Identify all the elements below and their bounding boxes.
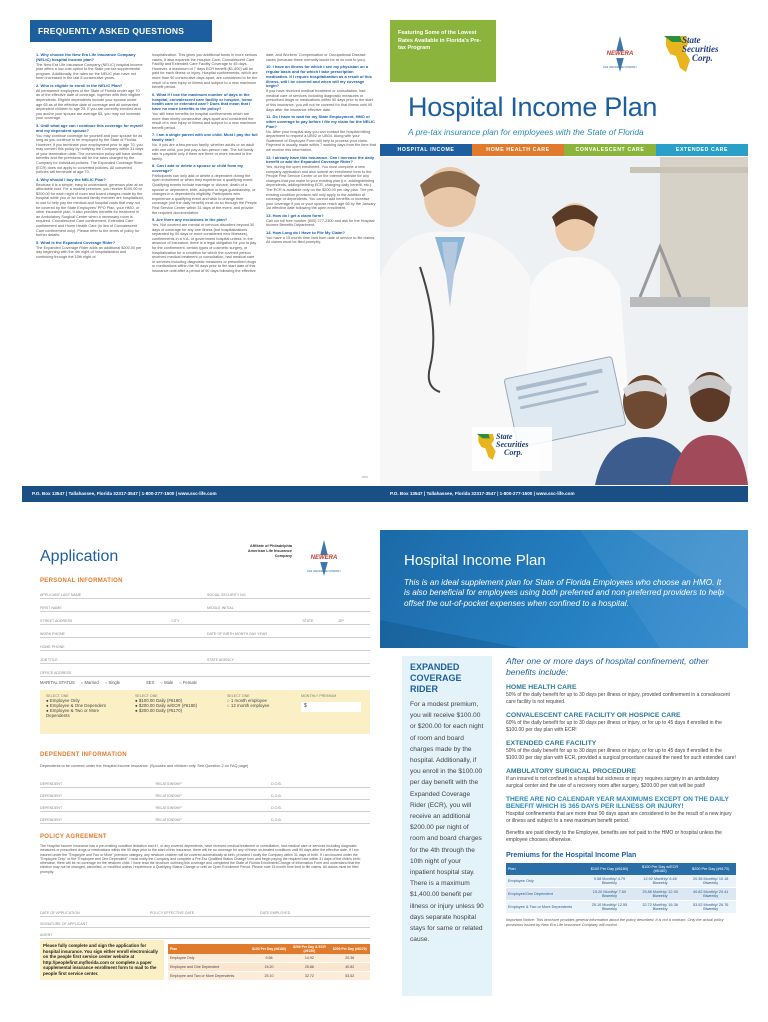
personal-info-row: [40, 638, 370, 651]
personal-info-field-label: OFFICE ADDRESS: [40, 671, 72, 675]
mini-table-cell: 25.10: [249, 972, 289, 981]
state-logo-line-3: Corp.: [692, 53, 713, 63]
faq-question: 13. How do I get a claim form?: [266, 213, 324, 219]
sex-option-male-label: Male: [164, 680, 174, 685]
benefits-header: [380, 530, 748, 648]
important-notice: Important Notice: This brochure provides general information about the policy described. It is not a contract. Only the actual policy provisions issued by New Era Life Insurance Company will control.: [506, 918, 724, 927]
premiums-cell: 32.72 Monthly/ 16.36 Biweekly: [635, 901, 686, 914]
personal-info-row: [40, 586, 370, 599]
personal-info-field-label: SOCIAL SECURITY NO.: [207, 593, 247, 597]
signature-row: [40, 917, 370, 928]
mini-table-header-row: [168, 944, 370, 954]
personal-info-field-label: CITY: [171, 619, 180, 623]
benefit-text: 50% of the daily benefit for up to 30 days per illness or injury, provided confinement in a convalescent care facility is not required.: [506, 692, 730, 705]
dependent-field[interactable]: [271, 806, 370, 810]
faq-question: 1. Why choose the New Era Life Insurance Company (NELIC) hospital income plan?: [36, 52, 136, 62]
personal-info-field-label: STATE AGENCY: [207, 658, 235, 662]
premiums-cell: 9.58 Monthly/ 4.79 Biweekly: [584, 875, 635, 888]
signature-field[interactable]: [260, 911, 370, 915]
faq-column-1: [36, 53, 144, 262]
state-logo-line-1: State: [682, 35, 701, 45]
application-newera-text: NEWERA: [310, 555, 338, 561]
premiums-cell: 25.86 Monthly/ 12.93 Biweekly: [635, 888, 686, 901]
photo-logo: [472, 427, 552, 471]
benefits-title: Hospital Income Plan: [404, 552, 546, 569]
signature-field-label: DATE EMPLOYED: [260, 911, 291, 915]
faq-question: 7. I am a single parent with one child. Must I pay the full family rate?: [152, 132, 258, 143]
dependent-field[interactable]: [40, 818, 156, 822]
monthly-premium-field[interactable]: [301, 702, 361, 712]
faq-question: 5. What is the Expanded Coverage Rider?: [36, 239, 116, 245]
ecr-sidebar: [402, 656, 492, 996]
signature-field-label: DATE OF APPLICATION: [40, 911, 80, 915]
coverage-select-title: SELECT ONE: [46, 694, 69, 698]
mini-table-cell: 14.92: [289, 954, 329, 963]
dependent-row: [40, 800, 370, 812]
affiliate-text: Affiliate of Philadelphia American Life Insurance Company: [247, 544, 292, 558]
dependent-field-label: D.O.B.: [271, 782, 282, 786]
benefits-items: [506, 684, 736, 844]
faq-question: 6. What if I use the maximum number of days in the hospital, convalescent care facility or hospice, home health care or extended care? Does that mean that I have no more benefits in the policy?: [152, 91, 253, 112]
cover-panel: [380, 20, 748, 502]
personal-info-field-label: FIRST NAME: [40, 606, 62, 610]
benefit-option-1-label: $100.00 Daily (#6180): [138, 698, 183, 703]
benefit-select: [135, 694, 213, 730]
benefit-text: Benefits are paid directly to the Employee, benefits are not paid to the HMO or hospital unless the employee chooses otherwise.: [506, 830, 722, 843]
benefits-lead: After one or more days of hospital confinement, other benefits include:: [506, 656, 709, 677]
personal-info-field[interactable]: [40, 658, 203, 662]
benefit-text: If an insured is not confined in a hospital but sickness or injury requires surgery in an ambulatory surgical center and the use of a recovery room after surgery, $200.00 per visit will be paid!: [506, 776, 720, 789]
green-feature-box: Featuring Some of the Lowest Rates Available in Florida's Pre-tax Program: [390, 20, 496, 82]
premiums-title: Premiums for the Hospital Income Plan: [506, 852, 637, 859]
premiums-cell: 20.36 Monthly/ 10.18 Biweekly: [685, 875, 736, 888]
faq-answer: You still have benefits for hospital confinements which are more than ninety consecutive days apart and considered the result of a new injury or illness and subject to a new maximum benefit period.: [152, 111, 257, 130]
premiums-header: $100 Per Day w/ECR (#6180): [635, 863, 686, 875]
newera-logo: [590, 34, 650, 74]
dependent-field[interactable]: [156, 818, 272, 822]
application-mini-table: [168, 944, 370, 981]
mini-table-row: [168, 954, 370, 963]
signature-rows: [40, 906, 370, 939]
cover-tab: CONVALESCENT CARE: [564, 144, 656, 156]
personal-info-field-label: ZIP: [338, 619, 344, 623]
faq-answer: Because it is a simple, easy to understand, generous plan at an affordable cost. For a modest premium, you receive $100.00 or $200.00 for each night of room and board charges made by the hospital while you or an insured family member are hospitalized, to use to help pay the medical and hospital costs that may not be covered by the State Employees' PPO Plan, your HMO, or other insurance plan. It also provides benefits for treatment in an Ambulatory Surgical Center when a necessary room is required. Convalescent Care confinement, Extended Care confinement and Home Health Care (in lieu of Convalescent Care confinement only). Please refer to the terms of policy for further details.: [36, 182, 144, 238]
mini-table-cell: Employee and One Dependent: [168, 963, 249, 972]
faq-header: FREQUENTLY ASKED QUESTIONS: [30, 20, 212, 42]
mini-table-cell: 40.82: [330, 963, 370, 972]
employee-type-option-2[interactable]: ○ 12 month employee: [227, 703, 270, 708]
coverage-option-2[interactable]: ● Employee & One Dependent: [46, 703, 106, 708]
faq-footer: P.O. Box 13547 | Tallahassee, Florida 32317-3547 | 1-800-277-1500 | www.ssc-life.com: [22, 486, 380, 502]
personal-info-field[interactable]: [302, 619, 334, 623]
personal-info-row: [40, 664, 370, 677]
benefit-option-1[interactable]: ● $100.00 Daily (#6180): [135, 698, 183, 703]
monthly-premium-label: MONTHLY PREMIUM: [301, 694, 337, 698]
photo-logo-line-3: Corp.: [504, 448, 523, 457]
personal-info-field[interactable]: [207, 632, 370, 636]
marital-status-label: MARITAL STATUS: [40, 680, 75, 685]
employee-type-option-2-label: 12 month employee: [230, 703, 270, 708]
policy-agreement-header: POLICY AGREEMENT: [40, 834, 107, 840]
dependent-field-label: RELATIONSHIP: [155, 782, 182, 786]
mini-table-header: $100 Per Day (#6180): [249, 944, 289, 954]
premiums-cell: Employee Only: [506, 875, 584, 888]
premiums-row: [506, 888, 736, 901]
marital-option-married[interactable]: ○ Married: [80, 680, 99, 685]
faq-answer: Participants can only add or delete a dependent during the open enrollment or when they experience a qualifying event. Qualifying events include marriage or divorce, death of a spouse or dependent, birth, adoption or legal guardianship, or changes in a dependent's eligibility. Participants who experience a qualifying event and wish to change their coverage (not the daily benefit) must do so through the People First Service Center within 31 days of the event, and provide the required documentation.: [152, 173, 257, 215]
dependent-field[interactable]: [40, 794, 156, 798]
coverage-select: [46, 694, 121, 730]
personal-info-field-label: STREET ADDRESS: [40, 619, 73, 623]
personal-info-field-label: MIDDLE INITIAL: [207, 606, 234, 610]
benefit-text: 60% of the daily benefit for up to 30 days per illness or injury, or for up to 45 days if enrolled in the $100.00 per day plan with ECR!: [506, 720, 722, 733]
dependent-info-header: DEPENDENT INFORMATION: [40, 752, 127, 758]
benefit-heading: CONVALESCENT CARE FACILITY OR HOSPICE CARE: [506, 712, 681, 719]
policy-agreement-text: The Hospital Income Insurance has a pre-existing condition limitation and if I, or any covered dependents, have received medical treatment or consultation, had medical care or services including diagnostic measures or prescribed drugs or medications within the 90 days prior to the start of this insurance, there will be no coverage for any of these un-treated conditions until 90 days after the effective date. If I am insured under the "Employee and Two or More" premium category, any newborn children will be covered automatically at birth, provided I notify the Company within 31 days of birth. If I am insured under the "Employee Only" or the "Employee and One Dependent" I must notify the Company and complete a Pre-Tax Qualified Status Change form and begin paying the required rate within 31 days of the child's birth; otherwise, there will be no coverage for the newborn child. I have read the brochure outlining this coverage and completed the State of Florida Enrollment/Change of Information Form and understand that the election may not be changed, cancelled, or modified unless I experience a Qualifying Status Change or until an Open Enrollment Period. Please note 15 month time limit to file claims. All claims must be filed promptly.: [40, 844, 361, 874]
cover-tab: HOME HEALTH CARE: [472, 144, 564, 156]
personal-info-header: PERSONAL INFORMATION: [40, 578, 123, 584]
dependent-field[interactable]: [271, 782, 370, 786]
ecr-text: For a modest premium, you will receive $100.00 or $200.00 for each night of room and board charges made by the hospital. Additionally, if you enroll in the $100.00 per day benefit with the Expanded Coverage Rider (ECR), you will receive an additional $200.00 per night of room and board charges for the 4th through the 10th night of your inpatient hospital stay. There is a maximum $1,400.00 benefit per illness or injury unless 90 days separate hospital stays for same or related cause.: [410, 701, 484, 944]
mini-table-cell: 32.72: [289, 972, 329, 981]
personal-info-field[interactable]: [207, 606, 370, 610]
signature-field[interactable]: [150, 911, 260, 915]
premiums-table: [506, 863, 736, 914]
cover-subtitle: A pre-tax insurance plan for employees with the State of Florida: [408, 127, 644, 137]
benefit-heading: HOME HEALTH CARE: [506, 684, 577, 691]
mini-table-row: [168, 972, 370, 981]
benefits-body: [506, 656, 736, 927]
dependent-field-label: RELATIONSHIP: [155, 794, 182, 798]
dependent-field-label: D.O.B.: [271, 806, 282, 810]
faq-answer: The New Era Life Insurance Company (NELIC) hospital income plan offers a low cost option to the State pre-tax supplemental program. Additionally, the rates for the NELIC plan have not been increased in the last 8 consecutive years.: [36, 62, 143, 81]
mini-table-cell: 20.36: [330, 954, 370, 963]
faq-question: 8. Can I add or delete a spouse or child from my coverage?: [152, 163, 244, 174]
signature-field-label: AGENT: [40, 933, 53, 937]
personal-info-row: [40, 625, 370, 638]
premiums-cell: 40.82 Monthly/ 20.41 Biweekly: [685, 888, 736, 901]
signature-field[interactable]: [40, 911, 150, 915]
sex-option-female-label: Female: [182, 680, 197, 685]
dependent-field-label: DEPENDENT: [40, 806, 63, 810]
cover-tabs: [380, 144, 748, 156]
coverage-option-2-label: Employee & One Dependent: [49, 703, 106, 708]
employee-type-option-1[interactable]: ○ 1 month employee: [227, 698, 267, 703]
mini-table-cell: Employee Only: [168, 954, 249, 963]
faq-answer: Yes, during the open enrollment. You must complete a new company application and also submit an enrollment form to the People First Service Center or on the Internet website for any changes that you make to your existing plan (i.e. adding/deleting dependents, adding/deleting ECR, changing daily benefit, etc.). The ECR is available only on the $200.00 per day plan. The pre-existing condition provision will only apply to the addition of coverage or dependents. You cannot add benefits or increase your coverage if you or your spouse reach age 66 by the January 1st effective date following the open enrollment.: [266, 165, 376, 211]
dependent-field-label: D.O.B.: [271, 794, 282, 798]
personal-info-field-label: HOME PHONE: [40, 645, 65, 649]
coverage-option-3[interactable]: ● Employee & Two or More Dependents: [46, 708, 100, 718]
mini-table-header: $200 Per Day (#6170): [330, 944, 370, 954]
faq-column-2: [152, 53, 258, 277]
application-panel: [22, 530, 380, 1005]
faq-answer: Call our toll free number (800) 277-2300 and ask for the Hospital Income Benefits Department.: [266, 218, 375, 228]
dependent-row: [40, 812, 370, 824]
dependent-field-label: D.O.B.: [271, 818, 282, 822]
personal-info-field[interactable]: [40, 671, 203, 675]
state-logo-line-2: Securities: [682, 44, 719, 54]
personal-info-field[interactable]: [40, 619, 167, 623]
newera-logo-text: NEWERA: [606, 51, 634, 57]
premiums-cell: 53.52 Monthly/ 26.76 Biweekly: [685, 901, 736, 914]
premiums-cell: 25.10 Monthly/ 12.55 Biweekly: [584, 901, 635, 914]
cover-tab: HOSPITAL INCOME: [380, 144, 472, 156]
mini-table-header: $200 Per Day & ECR (#6180): [289, 944, 329, 954]
faq-answer: hospitalization. This gives you additional funds in more serious cases. It also expands the Hospice Care, Convalescent Care Facility and Extended Care Facility Coverage to 45 days. However, a maximum of 7 days ECR benefit ($1,400) will be paid for each illness or injury. Hospital confinements, which are more than 90 consecutive days apart, are considered to be the result of a new injury or illness and subject to a new maximum benefit period.: [152, 53, 258, 90]
faq-question: 9. Are there any exclusions in the plan?: [152, 217, 228, 223]
dependent-field-label: RELATIONSHIP: [155, 806, 182, 810]
benefit-option-3-label: $200.00 Daily (#6170): [138, 708, 183, 713]
faq-answer: date, and Workers' Compensation or Occupational Disease cases (because these normally would be at no cost to you).: [266, 53, 366, 62]
cover-photo: [380, 157, 748, 485]
employee-type-select: [227, 694, 287, 730]
faq-answer: The Expanded Coverage Rider adds an additional $200.00 per day beginning with the 4th night of hospitalization and continuing through the 10th night of: [36, 245, 142, 259]
faq-answer: Yes. Not covered are mental or nervous disorders beyond 30 days of coverage for any one illness (but hospitalizations separated by 90 days or more considered new illnesses), confinements in a V.A. or government hospital unless, in the absence of insurance, there is a legal obligation for you to pay for the confinement, certain types of cosmetic surgery, or hospitalization for a condition for which the covered person received medical treatment or consultation, had medical care or services including diagnostic measures or prescribed drugs or medications within the 90 days prior to the start date of this insurance until after a period of 90 days following the effective: [152, 223, 257, 273]
faq-answer: No. If you are a two-person family, whether adults or an adult with one child, you just pay a two-person rate. The full family rate is payable only if there are three or more insured in the family.: [152, 142, 255, 161]
mini-table-cell: Employee and Two or More Dependents: [168, 972, 249, 981]
premiums-cell: 15.20 Monthly/ 7.60 Biweekly: [584, 888, 635, 901]
signature-field[interactable]: [40, 922, 205, 926]
coverage-option-1-label: Employee Only: [49, 698, 80, 703]
faq-answer: You may continue coverage for yourself and your spouse for as long as you continue to be employed by the State of Florida. However, if you terminate your employment prior to age 70, you may convert this policy by notifying the Company within 31 days of your termination date. The conversion policy will have similar benefits and the premiums will be the rates charged by the Company for individual policies. The Expanded Coverage Rider (ECR) does not apply to converted policies. All converted policies will terminate at age 70.: [36, 133, 144, 175]
employee-type-title: SELECT ONE: [227, 694, 250, 698]
dependent-field[interactable]: [271, 818, 370, 822]
dependent-field[interactable]: [271, 794, 370, 798]
mini-table-cell: 53.52: [330, 972, 370, 981]
personal-info-field[interactable]: [40, 606, 203, 610]
benefit-heading: AMBULATORY SURGICAL PROCEDURE: [506, 768, 636, 775]
mini-table-row: [168, 963, 370, 972]
signature-field[interactable]: [40, 933, 205, 937]
state-securities-logo: [660, 32, 740, 80]
plan-select-box: [40, 690, 370, 734]
premiums-row: [506, 875, 736, 888]
application-note: Please fully complete and sign the application for hospital insurance. You sign either enroll electronically on the people first service center website at http://peoplefirst.myflorida.com or complete a paper supplemental insurance enrollment form to mail to the people first service center.: [40, 940, 164, 980]
premiums-cell: Employee & Two or More Dependents: [506, 901, 584, 914]
marital-sex-row: [40, 680, 370, 685]
photo-logo-line-2: Securities: [496, 440, 529, 449]
benefit-heading: EXTENDED CARE FACILITY: [506, 740, 597, 747]
premiums-cell: 12.92 Monthly/ 6.46 Biweekly: [635, 875, 686, 888]
dependent-field[interactable]: [156, 782, 272, 786]
premiums-header: $200 Per Day (#6170): [685, 863, 736, 875]
signature-field-label: SIGNATURE OF APPLICANT: [40, 922, 88, 926]
faq-question: 3. Until what age can I continue this coverage for myself and my dependent spouse?: [36, 122, 143, 133]
personal-info-field[interactable]: [207, 593, 370, 597]
mini-table-cell: 25.86: [289, 963, 329, 972]
benefit-select-title: SELECT ONE: [135, 694, 158, 698]
premiums-cell: Employee/One Dependent: [506, 888, 584, 901]
photo-logo-line-1: State: [496, 432, 513, 441]
personal-info-field[interactable]: [40, 645, 203, 649]
dependent-field[interactable]: [156, 806, 272, 810]
dependent-rows: [40, 776, 370, 824]
faq-answer: No. After your hospital stay you can contact the hospital billing department to request a UB92 or UB04. Along with your Statement of Employee Form will help to process your claim. Payment is usually made within 7 working days from the time that we receive this information.: [266, 129, 376, 152]
dependent-field-label: RELATIONSHIP: [155, 818, 182, 822]
application-newera-sub: LIFE INSURANCE COMPANY: [307, 570, 341, 573]
personal-info-field[interactable]: [40, 632, 203, 636]
sex-option-female[interactable]: ○ Female: [179, 680, 197, 685]
marital-option-single-label: Single: [108, 680, 120, 685]
cover-title: Hospital Income Plan: [408, 92, 658, 122]
personal-info-row: [40, 651, 370, 664]
signature-field-label: POLICY EFFECTIVE DATE: [150, 911, 195, 915]
faq-column-3: [266, 53, 376, 248]
benefit-text: Hospital confinements that are more than 90 days apart are considered to be the result of a new injury or illness and subject to a new maximum benefit period.: [506, 811, 732, 824]
dependent-field-label: DEPENDENT: [40, 782, 63, 786]
cover-footer: P.O. Box 13547 | Tallahassee, Florida 32317-3547 | 1-800-277-1500 | www.ssc-life.com: [380, 486, 748, 502]
marital-option-married-label: Married: [84, 680, 99, 685]
dependent-row: [40, 776, 370, 788]
benefits-intro: This is an ideal supplement plan for State of Florida Employees who choose an HMO. It is also beneficial for employees using both preferred and non-preferred providers to help offset the out-of-pocket expenses when confined to a hospital.: [404, 578, 724, 608]
personal-info-field-label: STATE: [302, 619, 314, 623]
personal-info-field-label: APPLICANT LAST NAME: [40, 593, 82, 597]
ecr-title-line-1: EXPANDED: [410, 662, 460, 672]
faq-question: 11. Do I have to wait for my State Employment, HMO or other coverage to pay before I file my claim for the NELIC Plan?: [266, 114, 375, 129]
employee-type-option-1-label: 1 month employee: [230, 698, 267, 703]
ecr-title-line-2: COVERAGE RIDER: [410, 673, 462, 694]
benefit-option-2[interactable]: ● $200.00 Daily w/ECR (#6180): [135, 703, 197, 708]
personal-info-field-label: DATE OF BIRTH MONTH DAY YEAR: [207, 632, 267, 636]
mini-table-header: Plan: [168, 944, 249, 954]
newera-logo-sub: LIFE INSURANCE COMPANY: [603, 66, 637, 69]
cover-tab: EXTENDED CARE: [656, 144, 748, 156]
signature-row: [40, 928, 370, 939]
faq-question: 12. I already have this insurance. Can I increase the daily benefit or add the Expanded Coverage Rider?: [266, 154, 375, 165]
faq-small-code: 5/08: [362, 475, 368, 479]
personal-info-field[interactable]: [207, 658, 370, 662]
dependent-intro: Dependents to be covered under the Hospital Income Insurance: (Spouses and children only. See Question 2 on FAQ page): [40, 764, 249, 768]
faq-answer: If you have received medical treatment or consultation, had medical care or services including diagnostic measures or prescribed drugs or medications within 90 days prior to the start of this insurance, you will not be covered for that illness until 90 days after the insurance effective date.: [266, 89, 373, 112]
faq-panel: [22, 20, 380, 502]
personal-info-field[interactable]: [338, 619, 370, 623]
coverage-option-1[interactable]: ● Employee Only: [46, 698, 80, 703]
premiums-header: $100 Per Day (#6180): [584, 863, 635, 875]
faq-question: 14. How Long do I Have to File My Claim?: [266, 230, 345, 236]
dependent-field[interactable]: [40, 782, 156, 786]
dependent-row: [40, 788, 370, 800]
benefits-panel: [380, 530, 748, 1005]
personal-info-field-label: JOB TITLE: [40, 658, 58, 662]
benefit-heading: THERE ARE NO CALENDAR YEAR MAXIMUMS EXCEPT ON THE DAILY BENEFIT WHICH IS 365 DAYS PER ILLNESS OR INJURY!: [506, 796, 729, 810]
dependent-field[interactable]: [40, 806, 156, 810]
faq-answer: You have a 15 month time limit from date of service to file claims. All claims must be filed promptly.: [266, 235, 376, 245]
signature-row: [40, 906, 370, 917]
marital-option-single[interactable]: ○ Single: [104, 680, 120, 685]
premium-symbol: $: [304, 703, 307, 709]
personal-info-field[interactable]: [171, 619, 298, 623]
mini-table-cell: 9.58: [249, 954, 289, 963]
faq-question: 4. Why should I buy the NELIC Plan?: [36, 176, 106, 182]
sex-label: SEX: [146, 680, 155, 685]
coverage-option-3-label: Employee & Two or More Dependents: [46, 708, 100, 718]
application-title: Application: [40, 548, 119, 565]
personal-info-field[interactable]: [40, 593, 203, 597]
faq-question: 10. I have an illness for which I see my physician on a regular basis and for which I take prescription medication. If I require hospitalization as a result of this illness, will I be covered and when will my coverage begin?: [266, 64, 372, 89]
application-newera-logo: [294, 538, 354, 578]
faq-question: 2. Who is eligible to enroll in the NELIC Plan?: [36, 82, 123, 88]
premiums-header: Plan: [506, 863, 584, 875]
mini-table-cell: 15.20: [249, 963, 289, 972]
premiums-header-row: [506, 863, 736, 875]
monthly-premium: [301, 694, 361, 730]
benefit-option-2-label: $200.00 Daily w/ECR (#6180): [138, 703, 197, 708]
benefit-text: 50% of the daily benefit for up to 30 days per illness or injury, or for up to 45 days if enrolled in the $100.00 per day plan with ECR, provided a surgical procedure caused the need for such extended care!: [506, 748, 736, 761]
personal-info-row: [40, 612, 370, 625]
dependent-field[interactable]: [156, 794, 272, 798]
personal-info-field-label: WORK PHONE: [40, 632, 65, 636]
personal-info-row: [40, 599, 370, 612]
personal-info-rows: [40, 586, 370, 677]
faq-answer: All permanent employees of the State of Florida under age 70 as of the effective date of coverage, together with their eligible dependents. Eligible dependents include your spouse under age 65 as of the effective date of coverage and all unmarried dependent children to age 25. If you are currently enrolled and you and/or your spouse are average 65, you may not increase your coverage.: [36, 88, 141, 121]
dependent-field-label: DEPENDENT: [40, 794, 63, 798]
benefit-option-3[interactable]: ● $200.00 Daily (#6170): [135, 708, 183, 713]
sex-option-male[interactable]: ○ Male: [160, 680, 174, 685]
premiums-row: [506, 901, 736, 914]
dependent-field-label: DEPENDENT: [40, 818, 63, 822]
